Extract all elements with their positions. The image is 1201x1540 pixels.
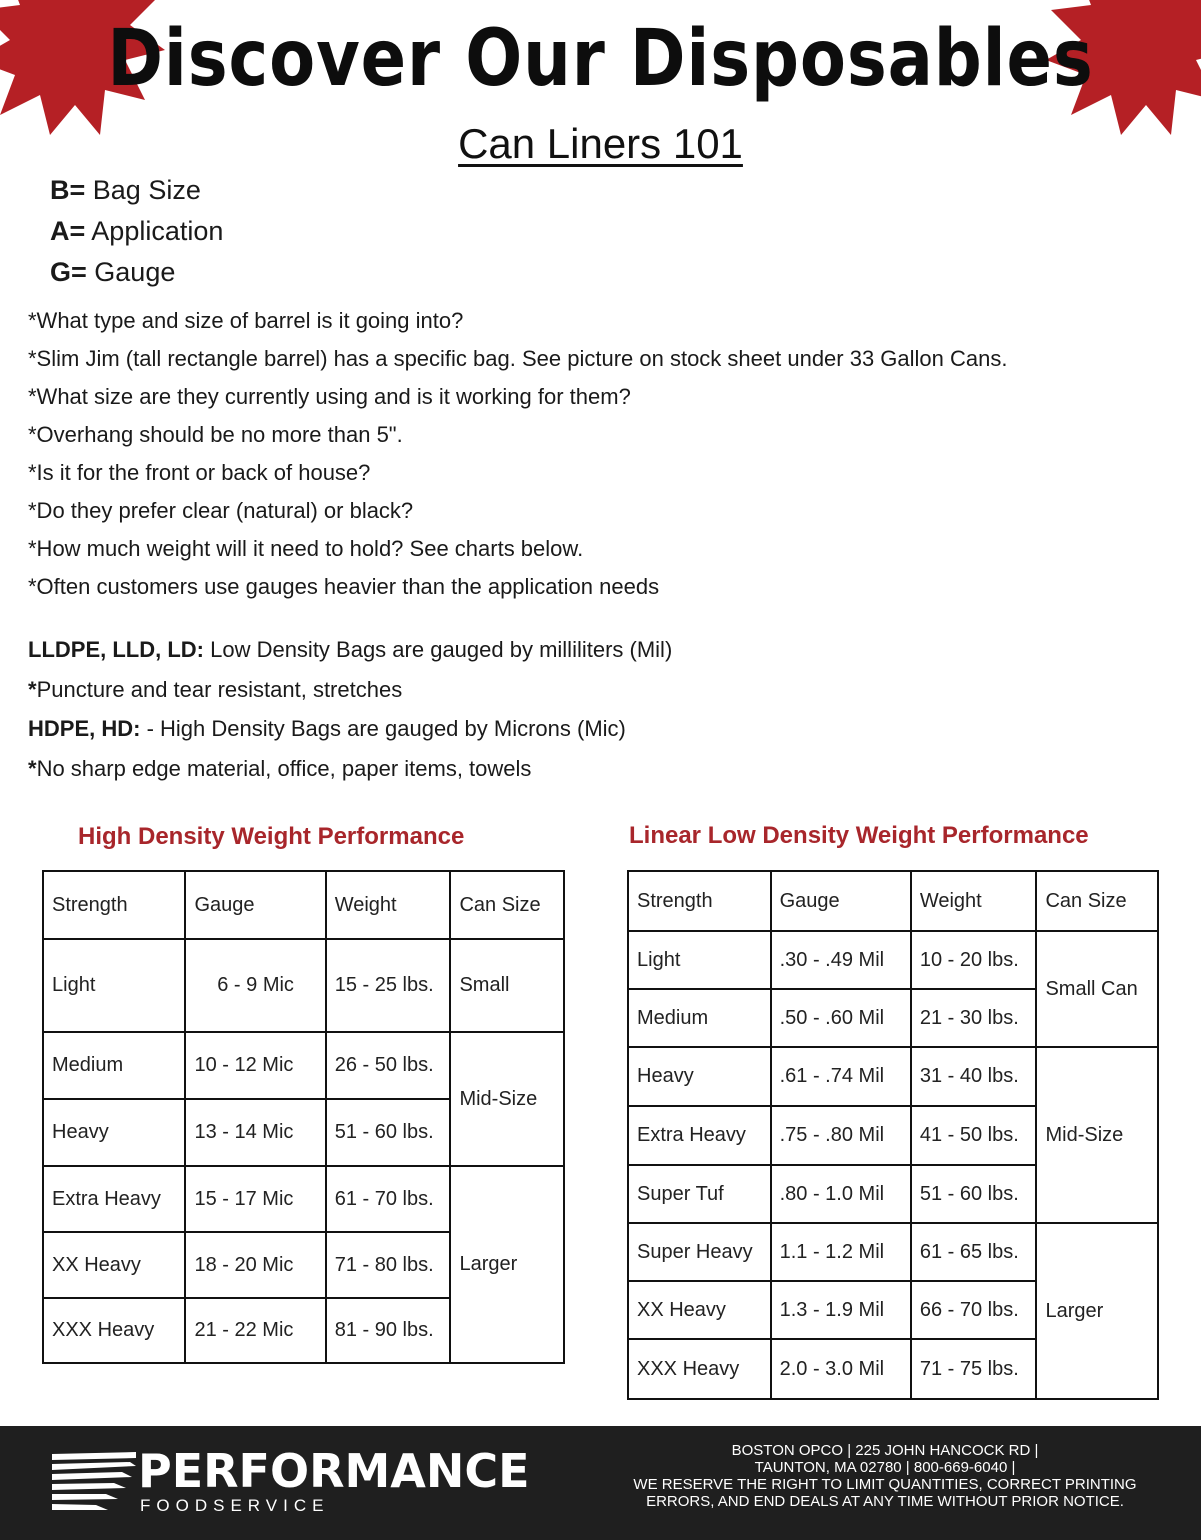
weight-cell: 26 - 50 lbs. — [326, 1032, 451, 1099]
can-size-cell: Small — [450, 939, 564, 1032]
strength-cell: Extra Heavy — [628, 1106, 771, 1165]
gauge-cell: 13 - 14 Mic — [185, 1099, 325, 1166]
question-item: *Overhang should be no more than 5". — [28, 422, 403, 447]
question-item: *Slim Jim (tall rectangle barrel) has a specific bag. See picture on stock sheet under 33 Gallon Cans. — [28, 346, 1008, 371]
brand-name: PERFORMANCE — [138, 1444, 530, 1498]
legend — [50, 170, 223, 293]
gauge-cell: 15 - 17 Mic — [185, 1166, 325, 1232]
table-header-row — [628, 871, 1158, 931]
lld-definition: LLDPE, LLD, LD: Low Density Bags are gauged by milliliters (Mil) — [28, 637, 673, 662]
gauge-cell: 2.0 - 3.0 Mil — [771, 1339, 911, 1399]
can-size-cell: Larger — [450, 1166, 564, 1363]
lld-note: *Puncture and tear resistant, stretches — [28, 676, 403, 702]
strength-cell: XX Heavy — [628, 1281, 771, 1339]
brand-subtitle: FOODSERVICE — [140, 1496, 330, 1515]
strength-cell: Extra Heavy — [43, 1166, 185, 1232]
gauge-cell: 10 - 12 Mic — [185, 1032, 325, 1099]
strength-cell: XXX Heavy — [43, 1298, 185, 1363]
gauge-cell: .30 - .49 Mil — [771, 931, 911, 989]
question-item: *What size are they currently using and is it working for them? — [28, 384, 631, 409]
can-size-cell: Larger — [1036, 1223, 1158, 1399]
hd-table — [42, 870, 565, 1364]
gauge-cell: 18 - 20 Mic — [185, 1232, 325, 1298]
weight-cell: 66 - 70 lbs. — [911, 1281, 1037, 1339]
weight-cell: 71 - 75 lbs. — [911, 1339, 1037, 1399]
strength-cell: Medium — [43, 1032, 185, 1099]
can-size-cell: Mid-Size — [450, 1032, 564, 1166]
weight-cell: 61 - 70 lbs. — [326, 1166, 451, 1232]
gauge-cell: 21 - 22 Mic — [185, 1298, 325, 1363]
column-header: Can Size — [450, 871, 564, 939]
gauge-cell: .80 - 1.0 Mil — [771, 1165, 911, 1223]
gauge-cell: 1.3 - 1.9 Mil — [771, 1281, 911, 1339]
column-header: Strength — [628, 871, 771, 931]
weight-cell: 41 - 50 lbs. — [911, 1106, 1037, 1165]
gauge-cell: .75 - .80 Mil — [771, 1106, 911, 1165]
question-item: *Often customers use gauges heavier than the application needs — [28, 574, 660, 599]
lld-table — [627, 870, 1159, 1400]
weight-cell: 61 - 65 lbs. — [911, 1223, 1037, 1281]
table-row — [43, 1166, 564, 1232]
strength-cell: XXX Heavy — [628, 1339, 771, 1399]
footer — [0, 1426, 1201, 1540]
legend-item: B= Bag Size — [50, 175, 201, 205]
strength-cell: Heavy — [628, 1047, 771, 1106]
can-size-cell: Small Can — [1036, 931, 1158, 1047]
address-line: BOSTON OPCO | 225 JOHN HANCOCK RD | — [731, 1442, 1039, 1459]
address-line: ERRORS, AND END DEALS AT ANY TIME WITHOUT PRIOR NOTICE. — [646, 1493, 1124, 1510]
hd-table-heading: High Density Weight Performance — [78, 823, 465, 850]
strength-cell: Heavy — [43, 1099, 185, 1166]
strength-cell: Super Heavy — [628, 1223, 771, 1281]
weight-cell: 51 - 60 lbs. — [326, 1099, 451, 1166]
weight-cell: 31 - 40 lbs. — [911, 1047, 1037, 1106]
performance-logo-icon — [52, 1450, 136, 1512]
hd-definition: HDPE, HD: - High Density Bags are gauged by Microns (Mic) — [28, 716, 626, 741]
weight-cell: 51 - 60 lbs. — [911, 1165, 1037, 1223]
weight-cell: 71 - 80 lbs. — [326, 1232, 451, 1298]
gauge-cell: 1.1 - 1.2 Mil — [771, 1223, 911, 1281]
table-row — [43, 939, 564, 1032]
column-header: Gauge — [771, 871, 911, 931]
question-item: *How much weight will it need to hold? See charts below. — [28, 536, 584, 561]
legend-item: G= Gauge — [50, 257, 176, 287]
question-item: *What type and size of barrel is it going into? — [28, 308, 464, 333]
strength-cell: Super Tuf — [628, 1165, 771, 1223]
gauge-cell: .50 - .60 Mil — [771, 989, 911, 1047]
column-header: Gauge — [185, 871, 325, 939]
weight-cell: 10 - 20 lbs. — [911, 931, 1037, 989]
question-item: *Do they prefer clear (natural) or black? — [28, 498, 414, 523]
table-row — [628, 1223, 1158, 1281]
question-list — [28, 302, 1188, 606]
density-notes — [28, 630, 1188, 788]
column-header: Strength — [43, 871, 185, 939]
footer-address — [620, 1442, 1150, 1510]
gauge-cell: .61 - .74 Mil — [771, 1047, 911, 1106]
question-item: *Is it for the front or back of house? — [28, 460, 371, 485]
table-row — [43, 1032, 564, 1099]
can-size-cell: Mid-Size — [1036, 1047, 1158, 1223]
page-title: Discover Our Disposables — [107, 14, 1094, 104]
address-line: TAUNTON, MA 02780 | 800-669-6040 | — [754, 1459, 1016, 1476]
weight-cell: 21 - 30 lbs. — [911, 989, 1037, 1047]
lld-table-heading: Linear Low Density Weight Performance — [629, 822, 1089, 849]
weight-cell: 15 - 25 lbs. — [326, 939, 451, 1032]
strength-cell: Light — [628, 931, 771, 989]
table-row — [628, 931, 1158, 989]
table-header-row — [43, 871, 564, 939]
page-subtitle: Can Liners 101 — [458, 120, 743, 167]
column-header: Can Size — [1036, 871, 1158, 931]
strength-cell: XX Heavy — [43, 1232, 185, 1298]
weight-cell: 81 - 90 lbs. — [326, 1298, 451, 1363]
address-line: WE RESERVE THE RIGHT TO LIMIT QUANTITIES, CORRECT PRINTING — [633, 1476, 1137, 1493]
column-header: Weight — [326, 871, 451, 939]
column-header: Weight — [911, 871, 1037, 931]
gauge-cell: 6 - 9 Mic — [185, 939, 325, 1032]
strength-cell: Medium — [628, 989, 771, 1047]
strength-cell: Light — [43, 939, 185, 1032]
table-row — [628, 1047, 1158, 1106]
legend-item: A= Application — [50, 216, 224, 246]
hd-note: *No sharp edge material, office, paper items, towels — [28, 755, 532, 781]
